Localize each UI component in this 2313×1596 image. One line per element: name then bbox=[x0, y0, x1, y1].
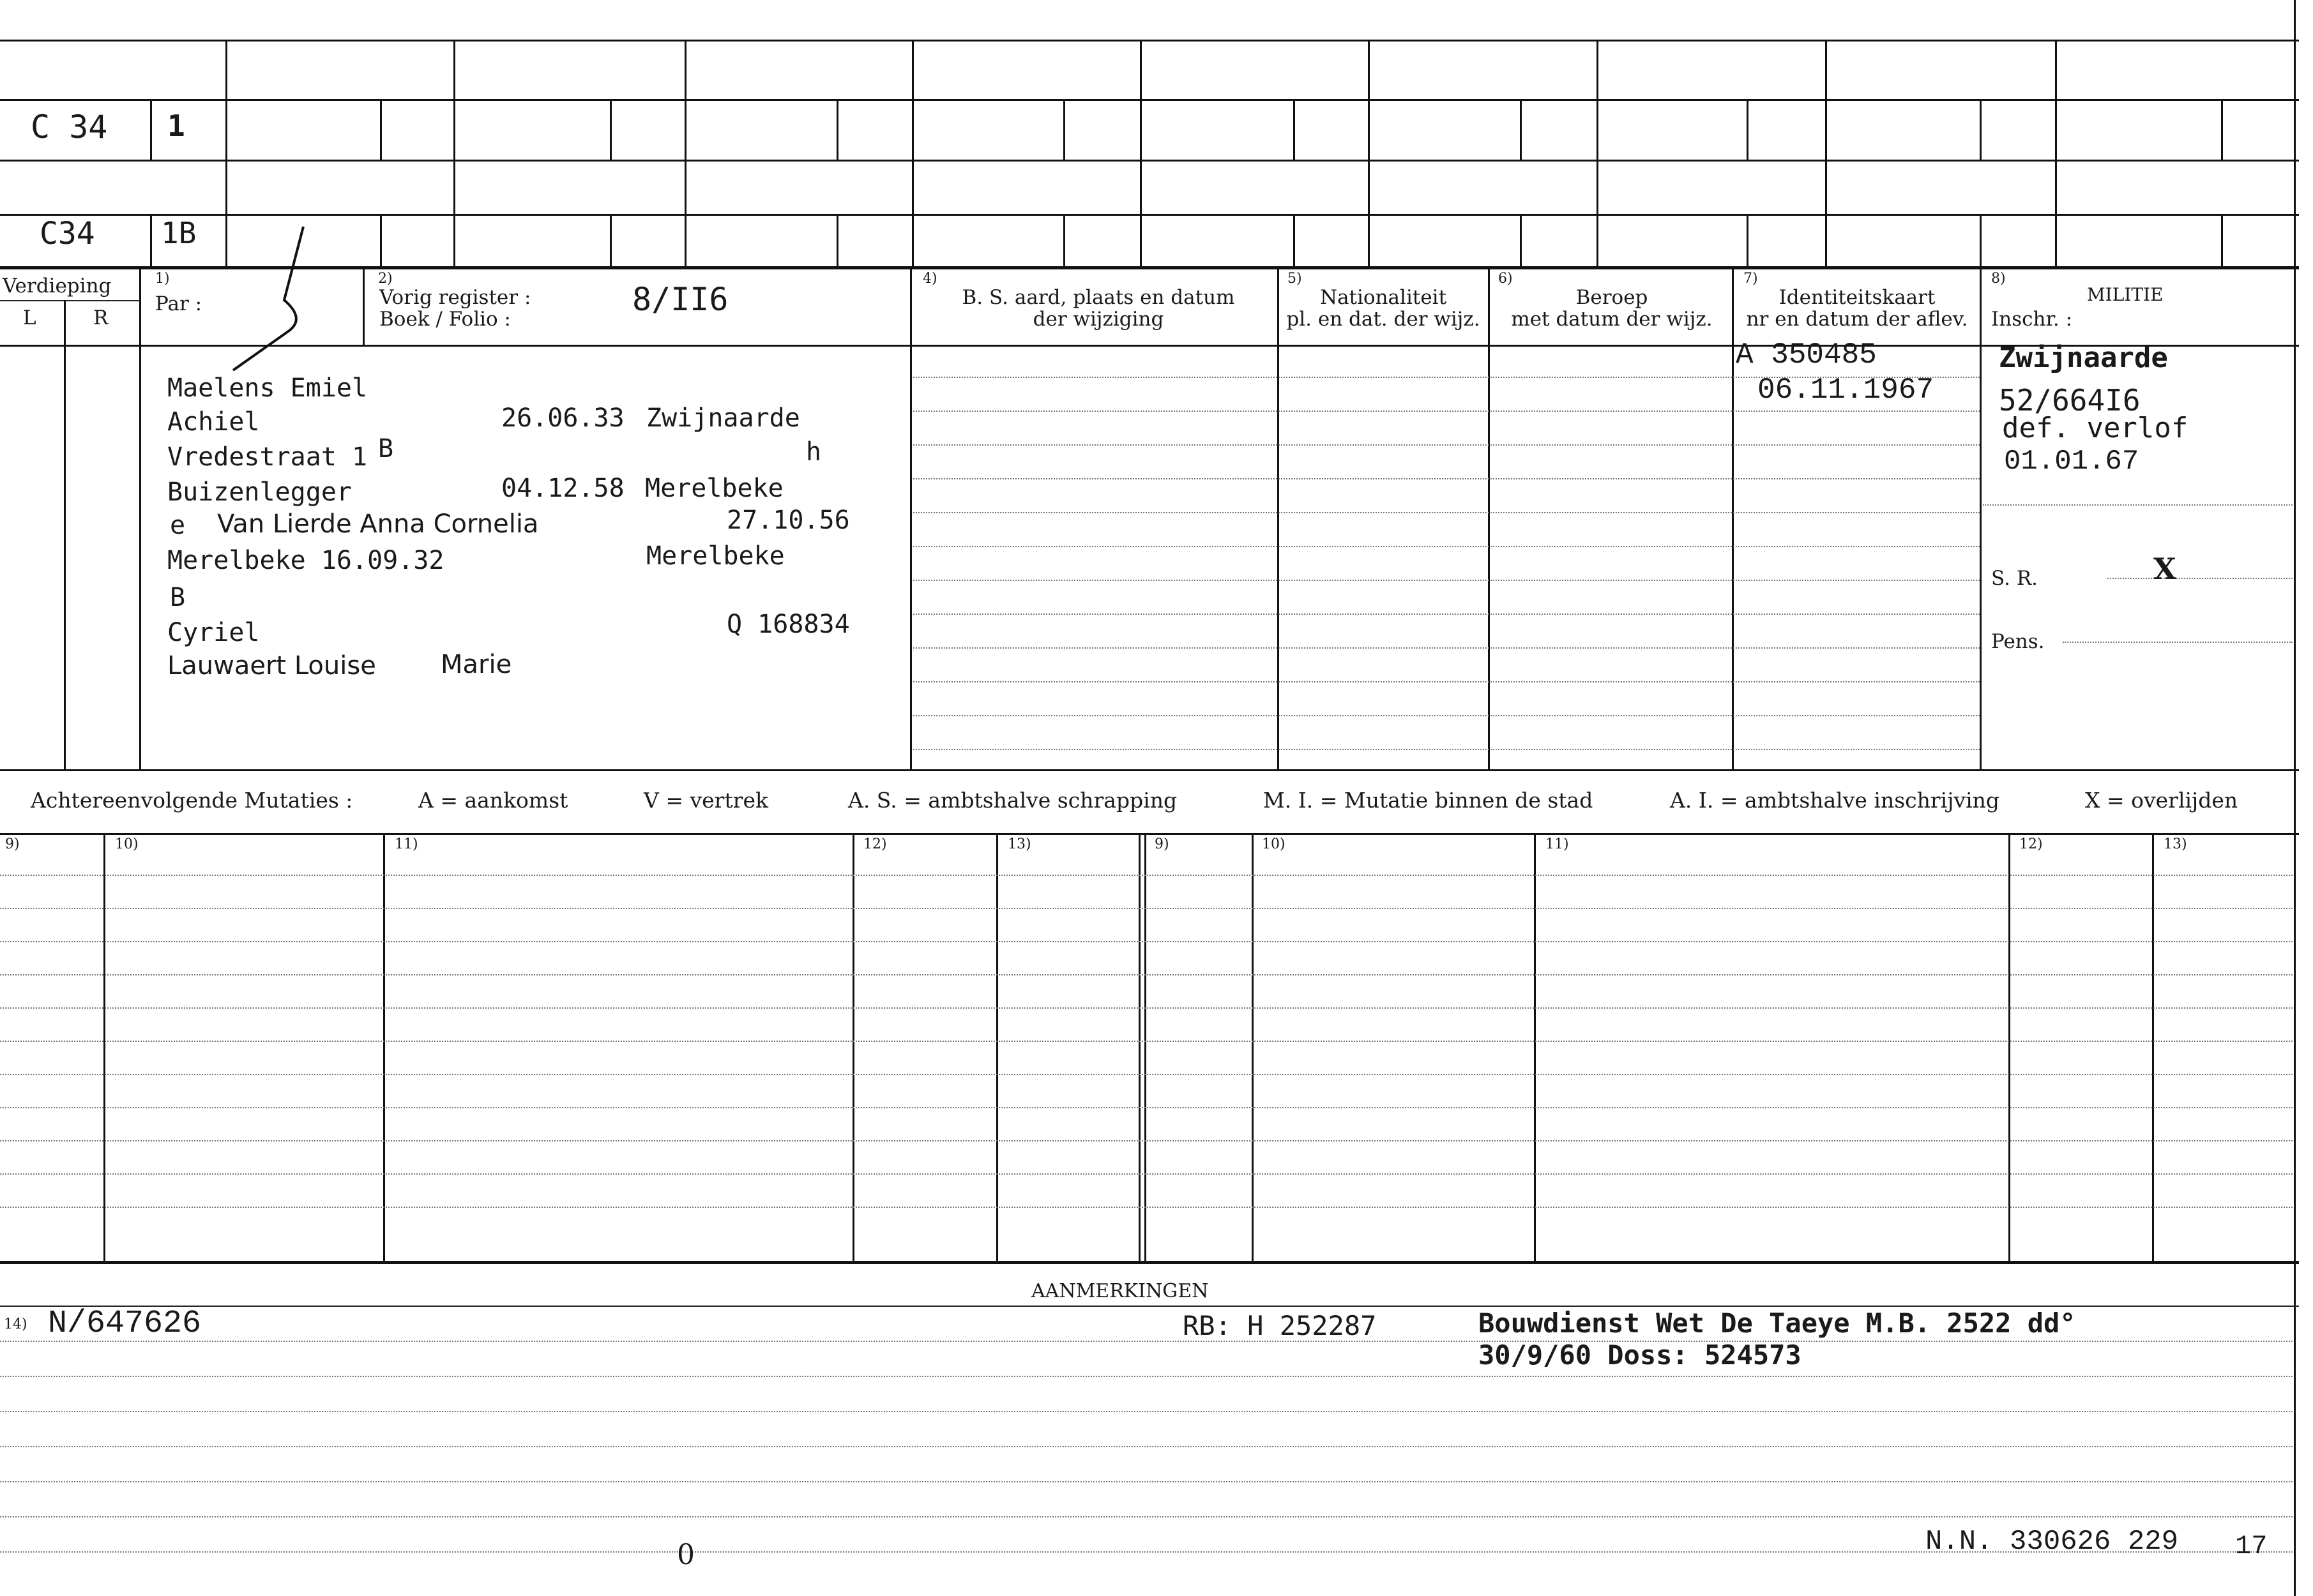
rule bbox=[1140, 40, 1142, 266]
inschr-label: Inschr. : bbox=[1991, 308, 2073, 331]
mother-name: Lauwaert Louise bbox=[167, 651, 376, 681]
mutaties-title: Achtereenvolgende Mutaties : bbox=[31, 788, 353, 813]
row2-num: 1B bbox=[161, 216, 197, 250]
rule bbox=[64, 300, 66, 769]
rule bbox=[1252, 833, 1254, 1261]
rule bbox=[837, 99, 838, 160]
rule bbox=[1488, 268, 1490, 769]
rule bbox=[380, 214, 382, 266]
col5-label2: pl. en dat. der wijz. bbox=[1286, 308, 1480, 331]
person-occupation: Buizenlegger bbox=[167, 478, 352, 507]
ruled-line bbox=[913, 580, 1980, 581]
verdieping-l: L bbox=[23, 306, 36, 329]
rule bbox=[2221, 99, 2223, 160]
rule bbox=[2221, 214, 2223, 266]
rule bbox=[0, 345, 2299, 347]
rb-number: RB: H 252287 bbox=[1183, 1310, 1377, 1341]
rule bbox=[0, 1261, 2299, 1264]
ruled-line bbox=[0, 908, 2293, 909]
ruled-line bbox=[0, 1376, 2293, 1377]
ruled-line bbox=[913, 512, 1980, 513]
ruled-line bbox=[0, 875, 2293, 876]
rule bbox=[2055, 40, 2057, 266]
bouwdienst-line2: 30/9/60 Doss: 524573 bbox=[1478, 1339, 1801, 1371]
ruled-line bbox=[0, 1516, 2293, 1517]
col7-num: 7) bbox=[1743, 271, 1758, 287]
spouse-birth: Merelbeke 16.09.32 bbox=[167, 546, 444, 575]
ruled-line bbox=[0, 1173, 2293, 1175]
id-card-number: A 350485 bbox=[1736, 338, 1877, 372]
ruled-line bbox=[0, 974, 2293, 975]
rule bbox=[0, 160, 2299, 162]
pens-label: Pens. bbox=[1991, 630, 2045, 653]
rule bbox=[1063, 99, 1065, 160]
vorig-register-value: 8/II6 bbox=[632, 281, 729, 318]
person-marriage-place: Merelbeke bbox=[645, 474, 784, 503]
rule bbox=[2294, 0, 2296, 1596]
spouse-place: Merelbeke bbox=[646, 541, 785, 571]
ruled-line bbox=[0, 1140, 2293, 1141]
mut-col-11b: 11) bbox=[1545, 836, 1569, 852]
rule bbox=[610, 99, 612, 160]
aanmerkingen-title: AANMERKINGEN bbox=[1031, 1280, 1209, 1302]
rule bbox=[139, 268, 141, 769]
ruled-line bbox=[913, 681, 1980, 682]
ruled-line bbox=[2107, 578, 2293, 579]
militie-place: Zwijnaarde bbox=[1999, 342, 2168, 374]
rule bbox=[103, 833, 105, 1261]
rule bbox=[0, 40, 2299, 41]
ruled-line bbox=[913, 478, 1980, 479]
rule bbox=[1747, 214, 1748, 266]
rule bbox=[453, 40, 455, 266]
ruled-line bbox=[913, 546, 1980, 547]
rule bbox=[380, 99, 382, 160]
page-number: 17 bbox=[2235, 1531, 2268, 1562]
rule bbox=[1293, 99, 1295, 160]
rule bbox=[1825, 40, 1827, 266]
ruled-line bbox=[0, 1207, 2293, 1208]
rule bbox=[0, 833, 2299, 835]
col5-label1: Nationaliteit bbox=[1319, 286, 1447, 309]
col1-label: Par : bbox=[155, 292, 202, 315]
mother-second-name: Marie bbox=[441, 650, 512, 679]
row2-code: C34 bbox=[40, 216, 95, 252]
aanmerkingen-num: 14) bbox=[4, 1316, 27, 1332]
mut-col-12: 12) bbox=[863, 836, 887, 852]
ruled-line bbox=[913, 614, 1980, 615]
militie-title: MILITIE bbox=[2087, 284, 2164, 305]
person-address-suffix: B bbox=[378, 434, 394, 463]
militie-date: 01.01.67 bbox=[2004, 446, 2139, 478]
ruled-line bbox=[0, 1411, 2293, 1412]
mut-col-10b: 10) bbox=[1262, 836, 1285, 852]
person-h-mark: h bbox=[806, 437, 822, 467]
rule bbox=[2008, 833, 2010, 1261]
rule bbox=[1520, 99, 1522, 160]
person-b-mark: B bbox=[170, 583, 186, 612]
rule bbox=[0, 99, 2299, 101]
rule bbox=[685, 40, 686, 266]
col6-label1: Beroep bbox=[1575, 286, 1648, 309]
row1-code: C 34 bbox=[31, 109, 108, 146]
col1-num: 1) bbox=[155, 271, 170, 287]
verdieping-label: Verdieping bbox=[3, 275, 112, 297]
rule bbox=[610, 214, 612, 266]
rule bbox=[0, 1306, 2299, 1307]
rule bbox=[150, 99, 152, 160]
ruled-line bbox=[913, 647, 1980, 649]
rule bbox=[0, 769, 2299, 771]
reference-number: Q 168834 bbox=[727, 610, 850, 639]
ruled-line bbox=[0, 1481, 2293, 1482]
rule bbox=[1139, 833, 1141, 1261]
rule bbox=[1980, 214, 1982, 266]
person-address: Vredestraat 1 bbox=[167, 442, 368, 472]
zero-mark: 0 bbox=[677, 1539, 695, 1571]
mut-col-9: 9) bbox=[5, 836, 20, 852]
ruled-line bbox=[913, 444, 1980, 446]
col4-num: 4) bbox=[923, 271, 937, 287]
person-birth-date: 26.06.33 bbox=[501, 403, 625, 433]
col7-label1: Identiteitskaart bbox=[1778, 286, 1936, 309]
rule bbox=[1534, 833, 1536, 1261]
ruled-line bbox=[0, 1446, 2293, 1447]
aanmerkingen-value: N/647626 bbox=[48, 1306, 202, 1342]
rule bbox=[1368, 40, 1370, 266]
ruled-line bbox=[0, 1341, 2293, 1342]
ruled-line bbox=[0, 1107, 2293, 1108]
col7-label2: nr en datum der aflev. bbox=[1746, 308, 1968, 331]
rule bbox=[0, 214, 2299, 216]
ruled-line bbox=[913, 749, 1980, 750]
mutaties-x: X = overlijden bbox=[2085, 788, 2238, 813]
militie-number: 52/664I6 bbox=[1999, 383, 2141, 418]
rule bbox=[1144, 833, 1146, 1261]
spouse-name: Van Lierde Anna Cornelia bbox=[217, 509, 539, 539]
ruled-line bbox=[0, 941, 2293, 942]
col8-num: 8) bbox=[1991, 271, 2006, 287]
sr-value: X bbox=[2153, 552, 2176, 586]
rule bbox=[363, 268, 365, 345]
col2-label2: Boek / Folio : bbox=[379, 308, 511, 331]
rule bbox=[0, 266, 2299, 269]
col6-num: 6) bbox=[1498, 271, 1513, 287]
ruled-line bbox=[2063, 642, 2293, 643]
ruled-line bbox=[0, 1041, 2293, 1042]
rule bbox=[1293, 214, 1295, 266]
spouse-date: 27.10.56 bbox=[727, 506, 850, 535]
rule bbox=[1747, 99, 1748, 160]
ruled-line bbox=[913, 715, 1980, 716]
verdieping-r: R bbox=[93, 306, 109, 329]
mut-col-9b: 9) bbox=[1155, 836, 1169, 852]
mut-col-10: 10) bbox=[115, 836, 139, 852]
mutaties-v: V = vertrek bbox=[644, 788, 768, 813]
bouwdienst-line1: Bouwdienst Wet De Taeye M.B. 2522 dd° bbox=[1478, 1307, 2076, 1339]
col5-num: 5) bbox=[1287, 271, 1302, 287]
ruled-line bbox=[1983, 504, 2293, 506]
mutaties-a: A = aankomst bbox=[418, 788, 568, 813]
militie-status: def. verlof bbox=[2002, 412, 2188, 444]
person-name: Maelens Emiel bbox=[167, 373, 368, 403]
col4-label1: B. S. aard, plaats en datum bbox=[962, 286, 1235, 309]
handwritten-stroke-icon bbox=[217, 223, 319, 377]
col2-label1: Vorig register : bbox=[379, 286, 531, 309]
rule bbox=[996, 833, 998, 1261]
rule bbox=[1980, 99, 1982, 160]
rule bbox=[1063, 214, 1065, 266]
person-marriage-date: 04.12.58 bbox=[501, 474, 625, 503]
mutaties-ai: A. I. = ambtshalve inschrijving bbox=[1670, 788, 2000, 813]
rule bbox=[0, 300, 140, 301]
col2-num: 2) bbox=[378, 271, 393, 287]
id-card-date: 06.11.1967 bbox=[1757, 373, 1934, 407]
father-name: Cyriel bbox=[167, 618, 260, 647]
mut-col-12b: 12) bbox=[2019, 836, 2043, 852]
rule bbox=[837, 214, 838, 266]
rule bbox=[1980, 268, 1982, 769]
sr-label: S. R. bbox=[1991, 567, 2038, 590]
national-number: N.N. 330626 229 bbox=[1925, 1526, 2179, 1558]
rule bbox=[150, 214, 152, 266]
mutaties-as: A. S. = ambtshalve schrapping bbox=[848, 788, 1178, 813]
col4-label2: der wijziging bbox=[1033, 308, 1164, 331]
rule bbox=[910, 268, 912, 769]
rule bbox=[1732, 268, 1734, 769]
col6-label2: met datum der wijz. bbox=[1511, 308, 1713, 331]
mut-col-13: 13) bbox=[1008, 836, 1031, 852]
mut-col-11: 11) bbox=[395, 836, 418, 852]
rule bbox=[853, 833, 854, 1261]
person-birth-place: Zwijnaarde bbox=[646, 403, 800, 433]
ruled-line bbox=[0, 1007, 2293, 1009]
rule bbox=[2152, 833, 2154, 1261]
rule bbox=[1596, 40, 1598, 266]
rule bbox=[1277, 268, 1279, 769]
rule bbox=[1520, 214, 1522, 266]
mutaties-mi: M. I. = Mutatie binnen de stad bbox=[1263, 788, 1593, 813]
ruled-line bbox=[913, 410, 1980, 412]
mut-col-13b: 13) bbox=[2164, 836, 2187, 852]
spouse-prefix: e bbox=[170, 511, 186, 540]
rule bbox=[383, 833, 385, 1261]
person-given-name: Achiel bbox=[167, 407, 260, 437]
ruled-line bbox=[0, 1074, 2293, 1075]
row1-num: 1 bbox=[167, 109, 185, 143]
rule bbox=[912, 40, 914, 266]
